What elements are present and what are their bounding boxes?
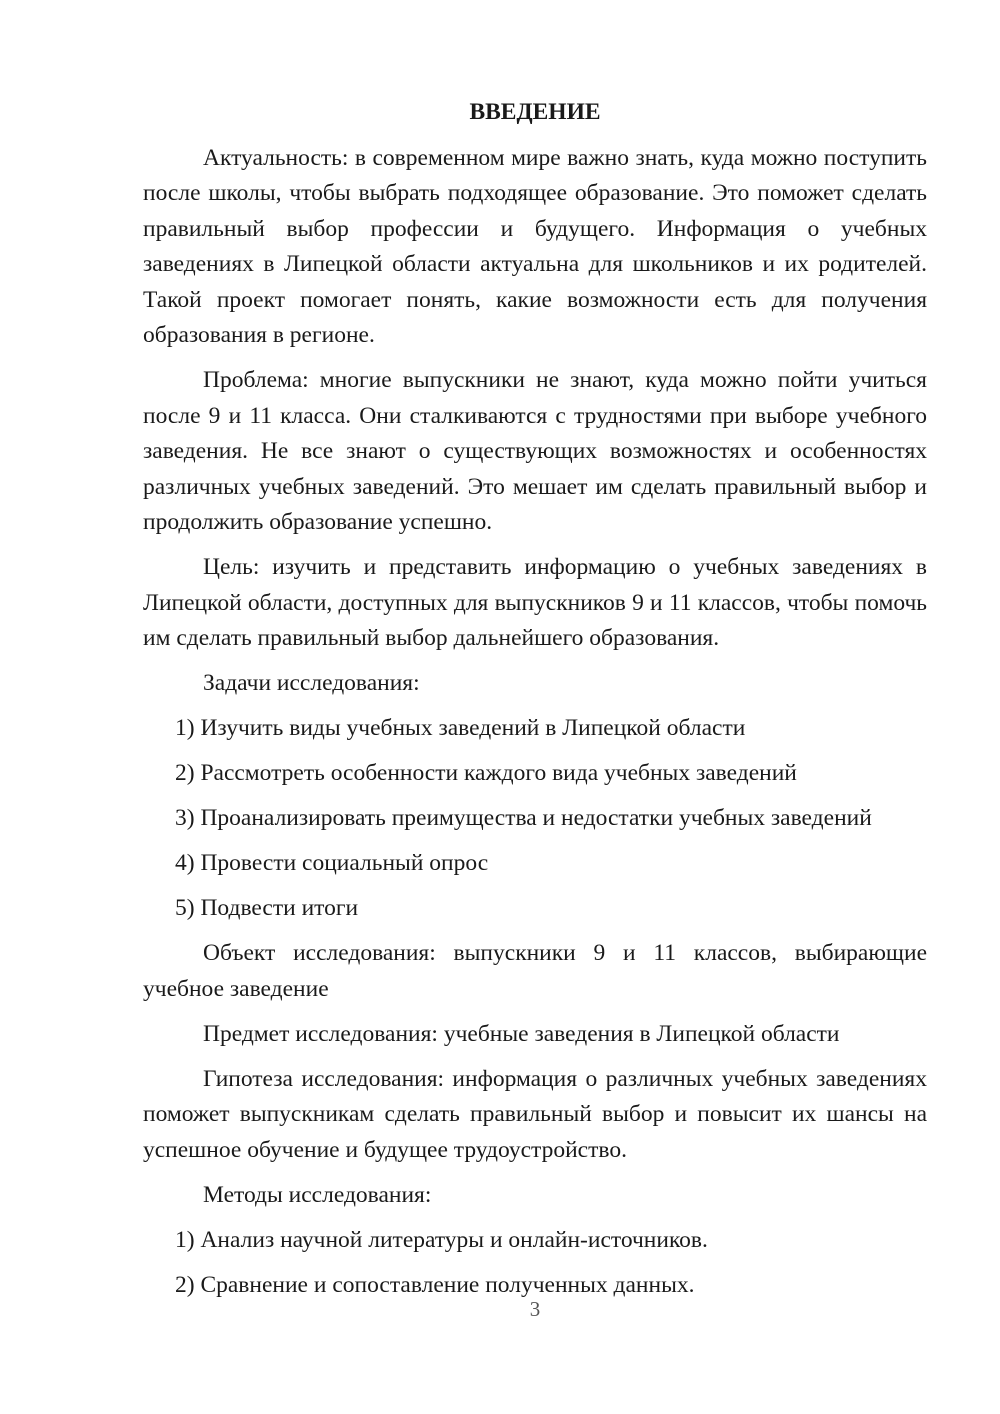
task-item: 2) Рассмотреть особенности каждого вида учебных заведений	[175, 760, 797, 786]
section-title: ВВЕДЕНИЕ	[469, 99, 601, 125]
tasks-list	[143, 711, 927, 927]
task-item: 1) Изучить виды учебных заведений в Липецкой области	[175, 715, 746, 741]
methods-list	[143, 1223, 927, 1304]
page-content	[143, 95, 927, 1313]
relevance-paragraph: Актуальность: в современном мире важно знать, куда можно поступить после школы, чтобы выбрать подходящее образование. Это поможет сделать правильный выбор профессии и будущего. Информация о учебных заведениях в Липецкой области актуальна для школьников и их родителей. Такой проект помогает понять, какие возможности есть для получения образования в регионе.	[143, 144, 927, 348]
goal-paragraph: Цель: изучить и представить информацию о учебных заведениях в Липецкой области, доступных для выпускников 9 и 11 классов, чтобы помочь им сделать правильный выбор дальнейшего образования.	[143, 554, 927, 651]
object-paragraph: Объект исследования: выпускники 9 и 11 классов, выбирающие учебное заведение	[143, 940, 927, 1002]
tasks-heading: Задачи исследования:	[203, 670, 420, 696]
task-item: 4) Провести социальный опрос	[175, 850, 489, 876]
task-item: 3) Проанализировать преимущества и недостатки учебных заведений	[175, 805, 872, 831]
task-item: 5) Подвести итоги	[175, 895, 359, 921]
page-number: 3	[529, 1297, 541, 1321]
method-item: 1) Анализ научной литературы и онлайн-источников.	[175, 1226, 708, 1253]
problem-paragraph: Проблема: многие выпускники не знают, куда можно пойти учиться после 9 и 11 класса. Они сталкиваются с трудностями при выборе учебного заведения. Не все знают о существующих возможностях и особенностях различных учебных заведений. Это мешает им сделать правильный выбор и продолжить образование успешно.	[143, 367, 927, 535]
subject-paragraph: Предмет исследования: учебные заведения в Липецкой области	[203, 1020, 840, 1047]
method-item: 2) Сравнение и сопоставление полученных данных.	[175, 1271, 695, 1298]
methods-heading: Методы исследования:	[203, 1181, 432, 1208]
hypothesis-paragraph: Гипотеза исследования: информация о различных учебных заведениях поможет выпускникам сделать правильный выбор и повысит их шансы на успешное обучение и будущее трудоустройство.	[143, 1065, 927, 1163]
